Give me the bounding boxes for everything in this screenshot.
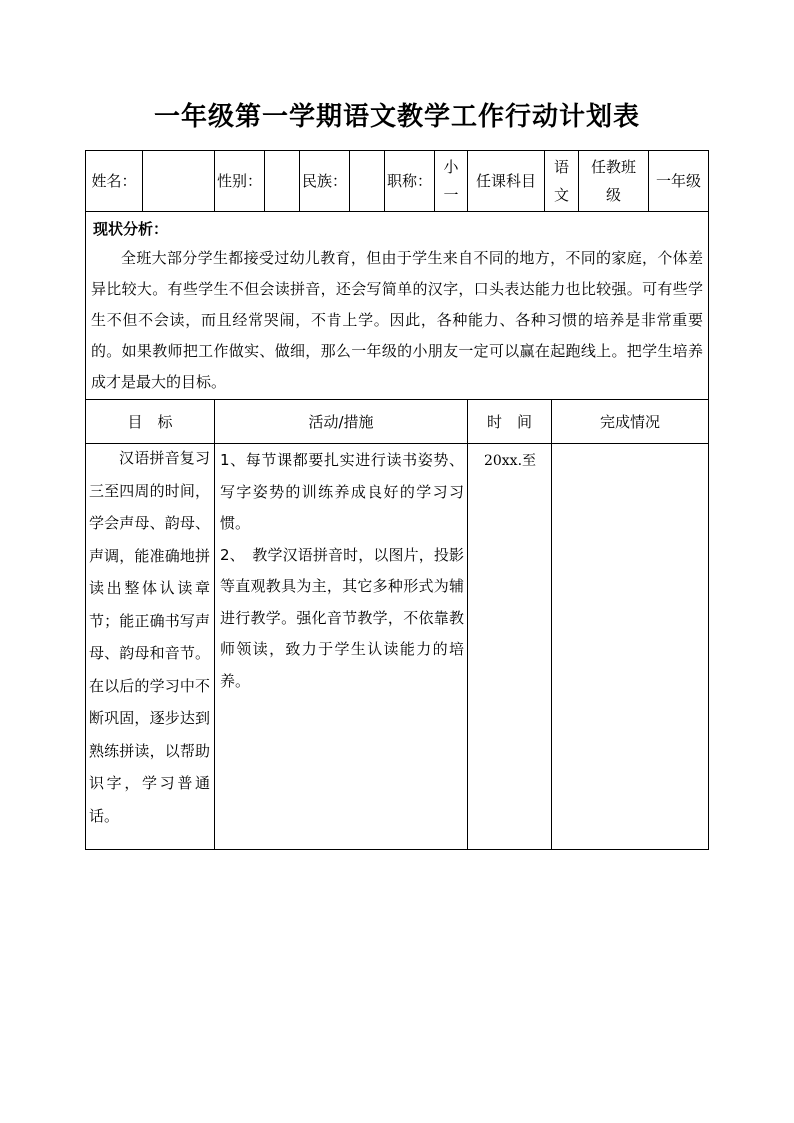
class-label-line: 任教班	[590, 158, 636, 176]
activity-item: 2、 教学汉语拼音时，以图片，投影等直观教具为主，其它多种形式为辅进行教学。强化音节教学，不依靠教师领读，致力于学生认读能力的培养。	[220, 545, 464, 690]
subject-value	[545, 153, 578, 209]
goal-header: 目 标	[127, 412, 173, 431]
title-value	[435, 153, 467, 209]
subject-label: 任课科目	[475, 172, 536, 190]
goal-cell: 汉语拼音复习三至四周的时间，学会声母、韵母、声调，能准确地拼读出整体认读章节；能正确书写声母、韵母和音节。在以后的学习中不断巩固，逐步达到熟练拼读，以帮助识字，学习普通话。	[89, 449, 210, 825]
analysis-text: 全班大部分学生都接受过幼儿教育，但由于学生来自不同的地方，不同的家庭，个体差异比较大。有些学生不但会读拼音，还会写简单的汉字，口头表达能力也比较强。可有些学生不但不会读，而且经常哭闹，不肯上学。因此，各种能力、各种习惯的培养是非常重要的。如果教师把工作做实、做细，那么一年级的小朋友一定可以赢在起跑线上。把学生培养成才是最大的目标。	[91, 249, 703, 391]
activity-cell	[220, 445, 464, 697]
title-value-char: 一	[443, 186, 459, 204]
class-value: 一年级	[655, 172, 701, 190]
gender-value	[265, 151, 299, 211]
class-label-line: 级	[605, 186, 621, 204]
analysis-label: 现状分析：	[93, 220, 169, 238]
activity-header: 活动/措施	[308, 412, 374, 431]
class-label	[579, 153, 648, 209]
status-header: 完成情况	[599, 412, 660, 431]
status-cell	[552, 444, 708, 484]
ethnicity-value	[350, 151, 384, 211]
time-header: 时 间	[486, 412, 532, 431]
activity-item: 1、每节课都要扎实进行读书姿势、写字姿势的训练养成良好的学习习惯。	[220, 451, 464, 532]
title-label: 职称：	[386, 172, 432, 190]
subject-value-char: 语	[553, 158, 569, 176]
title-value-char: 小	[443, 158, 459, 176]
time-cell: 20xx.至	[483, 453, 537, 469]
ethnicity-label: 民族：	[301, 172, 347, 190]
col-divider	[467, 399, 468, 850]
gender-label: 性别：	[216, 172, 262, 190]
name-value	[143, 151, 214, 211]
page-title: 一年级第一学期语文教学工作行动计划表	[153, 102, 640, 132]
col-divider	[214, 399, 215, 850]
name-label: 姓名：	[91, 172, 137, 190]
row-divider	[85, 211, 709, 212]
subject-value-char: 文	[553, 186, 569, 204]
